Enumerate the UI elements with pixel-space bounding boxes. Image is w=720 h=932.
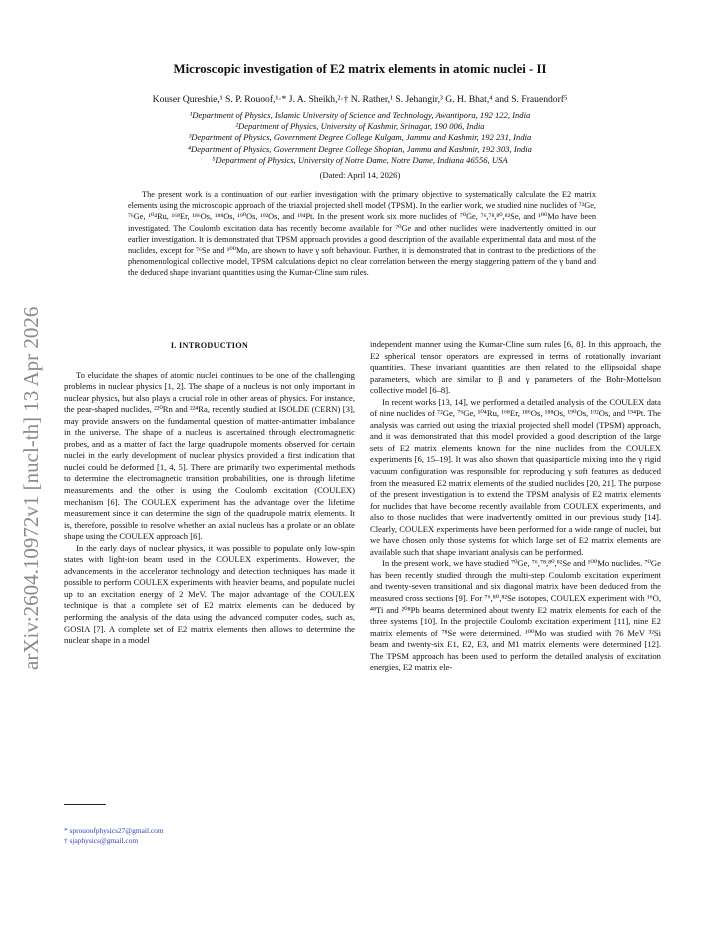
affiliation-4: ⁴Department of Physics, Government Degree College Shopian, Jammu and Kashmir, 192 303, India (188, 143, 532, 154)
paragraph: In the present work, we have studied ⁷⁰Ge, ⁷⁶,⁷⁸,⁸⁰,⁸²Se and ¹⁰⁰Mo nuclides. ⁷⁰Ge has been recently studied through the multi-step Coulomb excitation experiment and twenty-seven transitional and six diagonal matrix have been deduced from the measured cross sections [9]. For ⁷⁶,⁸⁰,⁸²Se isotopes, COULEX experiment with ¹⁶O, ⁴⁸Ti and ²⁰⁸Pb beams determined about twenty E2 matrix elements for each of the three systems [10]. In the projectile Coulomb excitation experiment [11], nine E2 matrix elements of ⁷⁸Se were determined. ¹⁰⁰Mo was studied with 76 MeV ³²Si beam and twenty-six E1, E2, E3, and M1 matrix elements were determined [12]. The TPSM approach has been used to perform the detailed analysis of excitation energies, E2 matrix ele- (370, 558, 661, 673)
paper-title: Microscopic investigation of E2 matrix elements in atomic nuclei - II (173, 62, 547, 76)
paragraph: In the early days of nuclear physics, it was possible to populate only low-spin states with light-ion beam used in the COULEX experiments. However, the advancements in the accelerator technology and detection techniques has made it possible to perform COULEX experiments with heavier beams, and populate nuclei up to an excitation energy of 2 MeV. The major advantage of the COULEX technique is that a complete set of E2 matrix elements can be deduced by performing the analysis of the data using the advanced computer codes, such as, GOSIA [7]. A complete set of E2 matrix elements then allows to determine the nuclear shape in a model (64, 542, 355, 646)
footnote-rule (64, 804, 106, 805)
abstract (128, 189, 596, 279)
affiliation-3: ³Department of Physics, Government Degree College Kulgam, Jammu and Kashmir, 192 231, India (188, 132, 532, 143)
affiliation-2: ²Department of Physics, University of Kashmir, Srinagar, 190 006, India (235, 121, 485, 132)
footnote-email-2[interactable]: † sjaphysics@gmail.com (64, 836, 139, 845)
paragraph: To elucidate the shapes of atomic nuclei continues to be one of the challenging problems in nuclear physics [1, 2]. The shape of a nucleus is not only important in nuclear physics, but also plays a crucial role in other areas of physics. For instance, the pear-shaped nuclides, ²²⁰Rn and ²²⁴Ra, recently studied at ISOLDE (CERN) [3], may provide answers on the fundamental question of matter-antimatter imbalance in the universe. The shape of a nucleus is ascertained through electromagnetic probes, and as a matter of fact the large quadrupole moments observed for certain nuclei in the early development of nuclear physics provided a first indication that nuclei could be deformed [1, 4, 5]. There are primarily two experimental methods to determine the electromagnetic transition probabilities, one is through lifetime measurements and the other is using the Coulomb excitation (COULEX) mechanism [6]. The COULEX experiment has the advantage over the lifetime measurement since it can determine the sign of the quadrupole matrix elements. It is, therefore, possible to resolve whether an axial nucleus has a prolate or an oblate shape using the COULEX approach [6]. (64, 369, 355, 542)
paragraph: independent manner using the Kumar-Cline sum rules [6, 8]. In this approach, the E2 spherical tensor operators are expressed in terms of rotationally invariant quantities. These invariant quantities are then related to the ellipsoidal shape parameters, which are similar to β and γ parameters of the Bohr-Mottelson collective model [6–8]. (370, 339, 661, 396)
paragraph: In recent works [13, 14], we performed a detailed analysis of the COULEX data of nine nuclides of ⁷²Ge, ⁷⁶Ge, ¹⁰⁴Ru, ¹⁶⁸Er, ¹⁸⁶Os, ¹⁸⁸Os, ¹⁹⁰Os, ¹⁹²Os, and ¹⁹⁴Pt. The analysis was carried out using the triaxial projected shell model (TPSM) approach, and it was demonstrated that this model provided a good description of the large sets of E2 matrix elements known for the nine nuclides from the COULEX experiments [6, 15–19]. It was also shown that quasiparticle mixing into the γ rigid vacuum configuration was responsible for reproducing γ soft features as deduced from the measured E2 matrix elements of the studied nuclides [20, 21]. The purpose of the present investigation is to extend the TPSM analysis of E2 matrix elements for nuclides that have become recently available from COULEX experiments, and also to those nuclides that were inadvertently omitted in our previous study [14]. Clearly, COULEX experiments have been performed for a wide range of nuclei, but we have chosen only those systems for which large set of E2 matrix elements are available such that shape invariant analysis can be performed. (370, 396, 661, 557)
arxiv-stamp (6, 270, 50, 670)
footnotes (64, 826, 164, 846)
date-line: (Dated: April 14, 2026) (319, 170, 401, 180)
arxiv-identifier: arXiv:2604.10972v1 [nucl-th] 13 Apr 2026 (19, 306, 43, 670)
right-column (370, 339, 661, 674)
affiliation-5: ⁵Department of Physics, University of Notre Dame, Notre Dame, Indiana 46556, USA (212, 154, 508, 165)
section-heading-introduction: I. INTRODUCTION (170, 341, 249, 350)
left-column (64, 340, 355, 647)
footnote-email-1[interactable]: * sprouoofphysics27@gmail.com (64, 826, 164, 835)
affiliations (70, 110, 650, 166)
abstract-text: The present work is a continuation of our earlier investigation with the primary objective to systematically calculate the E2 matrix elements using the microscopic approach of the triaxial projected shell model (TPSM). In the earlier work, we studied nine nuclides of ⁷²Ge, ⁷⁶Ge, ¹⁰⁴Ru, ¹⁶⁸Er, ¹⁸⁶Os, ¹⁸⁸Os, ¹⁹⁰Os, ¹⁹²Os, and ¹⁹⁴Pt. In the present work six more nuclides of ⁷⁰Ge, ⁷⁶,⁷⁸,⁸⁰,⁸²Se, and ¹⁰⁰Mo have been investigated. The Coulomb excitation data has recently become available for ⁷⁰Ge and other nuclides were inadvertently omitted in our earlier investigation. It is demonstrated that TPSM approach provides a good description of the available experimental data and most of the nuclides, except for ⁷⁶Se and ¹⁰⁰Mo, are shown to have γ soft behaviour. Further, it is demonstrated that in contrast to the predictions of the phenomenological collective model, TPSM calculations depict no clear correlation between the energy staggering pattern of the γ band and the deduced shape invariant quantities using the Kumar-Cline sum rules. (128, 190, 596, 278)
affiliation-1: ¹Department of Physics, Islamic University of Science and Technology, Awantipora, 192 122, India (189, 110, 531, 120)
author-list: Kouser Qureshie,¹ S. P. Rouoof,¹·* J. A. Sheikh,²·† N. Rather,¹ S. Jehangir,³ G. H. Bhat,⁴ and S. Frauendorf⁵ (152, 94, 568, 105)
